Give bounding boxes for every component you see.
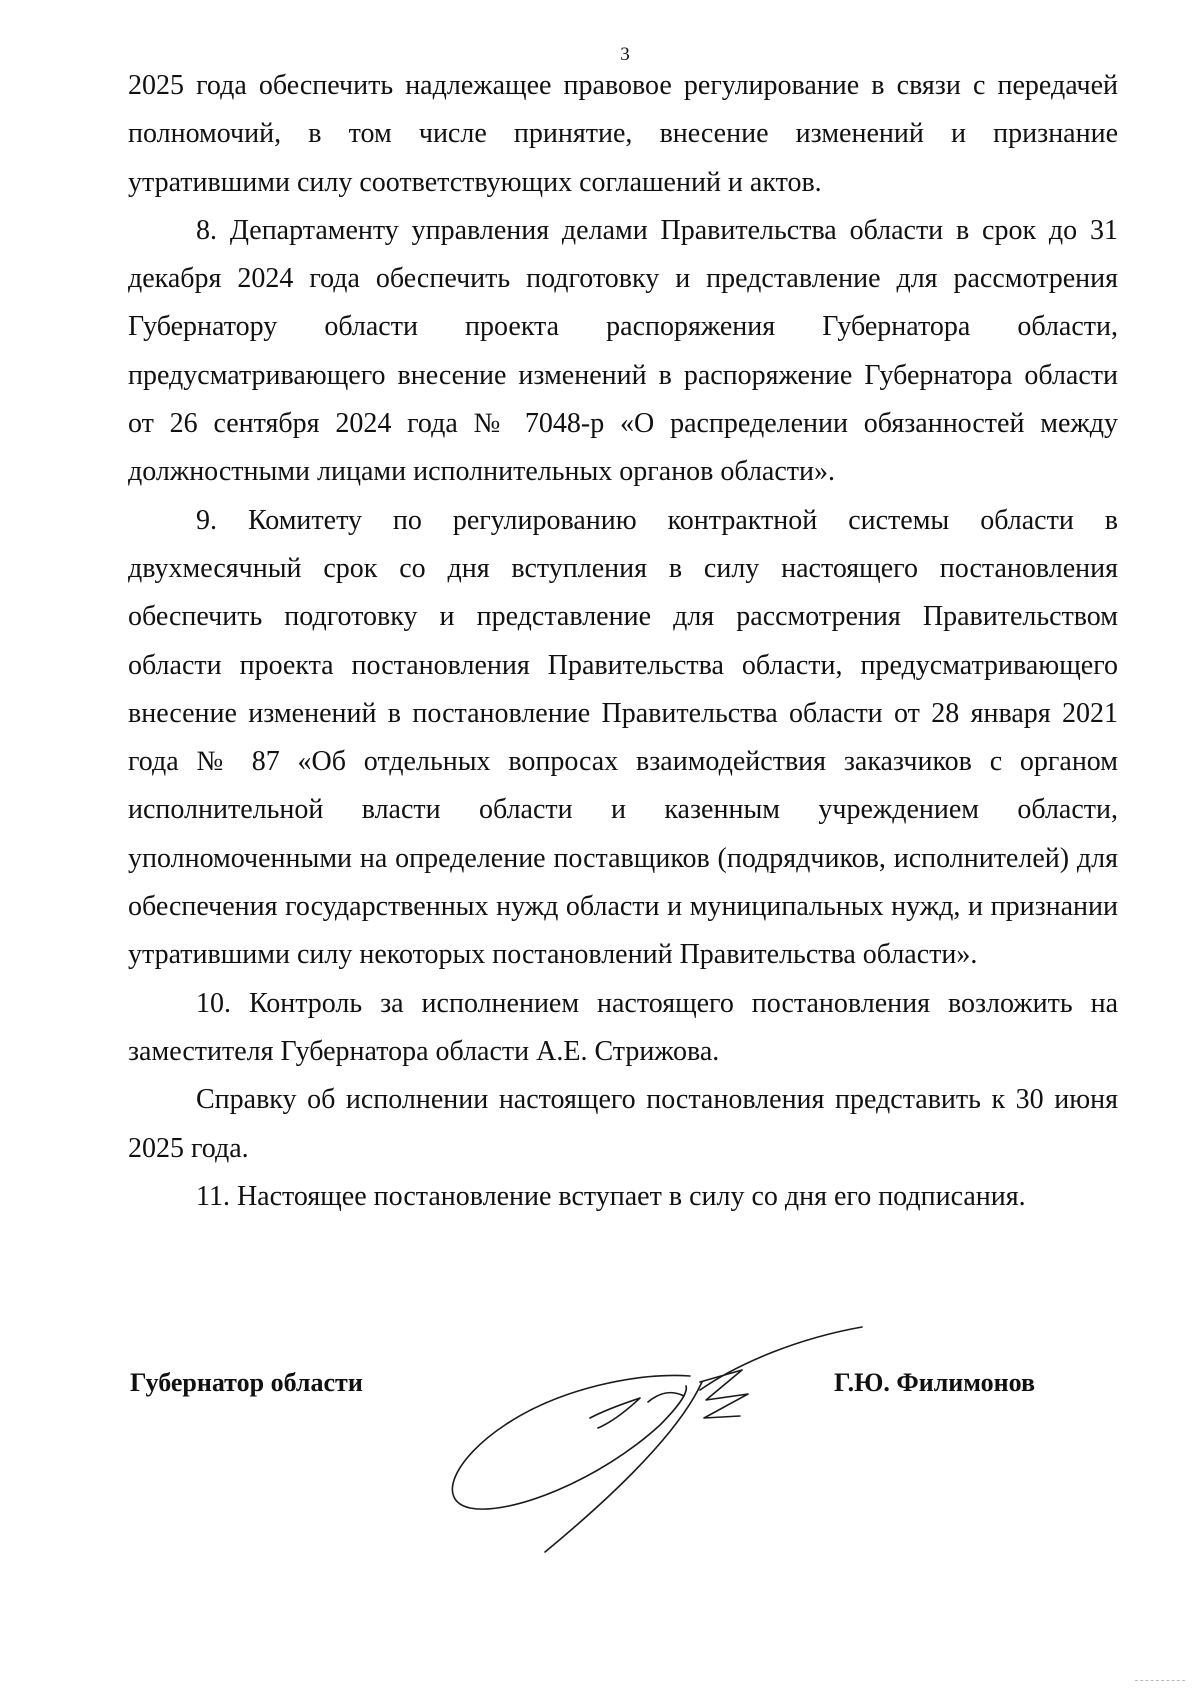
paragraph-report-deadline: Справку об исполнении настоящего постановления представить к 30 июня 2025 года. xyxy=(128,1084,1118,1164)
paragraph-item-9: 9. Комитету по регулированию контрактной системы области в двухмесячный срок со дня вступления в силу настоящего постановления обеспечить подготовку и представление для рассмотрения Правительством области проекта постановления Правительства области, предусматривающего внесение изменений в постановление Правительства области от 28 января 2021 года № 87 «Об отдельных вопросах взаимодействия заказчиков с органом исполнительной власти области и казенным учреждением области, уполномоченными на определение поставщиков (подрядчиков, исполнителей) для обеспечения государственных нужд области и муниципальных нужд, и признании утратившими силу некоторых постановлений Правительства области». xyxy=(128,504,1118,971)
paragraph-item-11: 11. Настоящее постановление вступает в силу со дня его подписания. xyxy=(196,1180,1026,1212)
paragraph-item-8: 8. Департаменту управления делами Правительства области в срок до 31 декабря 2024 года обеспечить подготовку и представление для рассмотрения Губернатору области проекта распоряжения Губернатора области, предусматривающего внесение изменений в распоряжение Губернатора области от 26 сентября 2024 года № 7048-р «О распределении обязанностей между должностными лицами исполнительных органов области». xyxy=(128,214,1118,488)
page-number: 3 xyxy=(620,44,630,65)
scan-edge-mark xyxy=(1135,1680,1185,1683)
signatory-position: Губернатор области xyxy=(130,1368,363,1397)
paragraph-continuation: 2025 года обеспечить надлежащее правовое регулирование в связи с передачей полномочий, в том числе принятие, внесение изменений и признание утратившими силу соответствующих соглашений и актов. xyxy=(128,70,1118,198)
signatory-name: Г.Ю. Филимонов xyxy=(834,1368,1036,1397)
paragraph-item-10: 10. Контроль за исполнением настоящего постановления возложить на заместителя Губернатора области А.Е. Стрижова. xyxy=(128,987,1118,1067)
